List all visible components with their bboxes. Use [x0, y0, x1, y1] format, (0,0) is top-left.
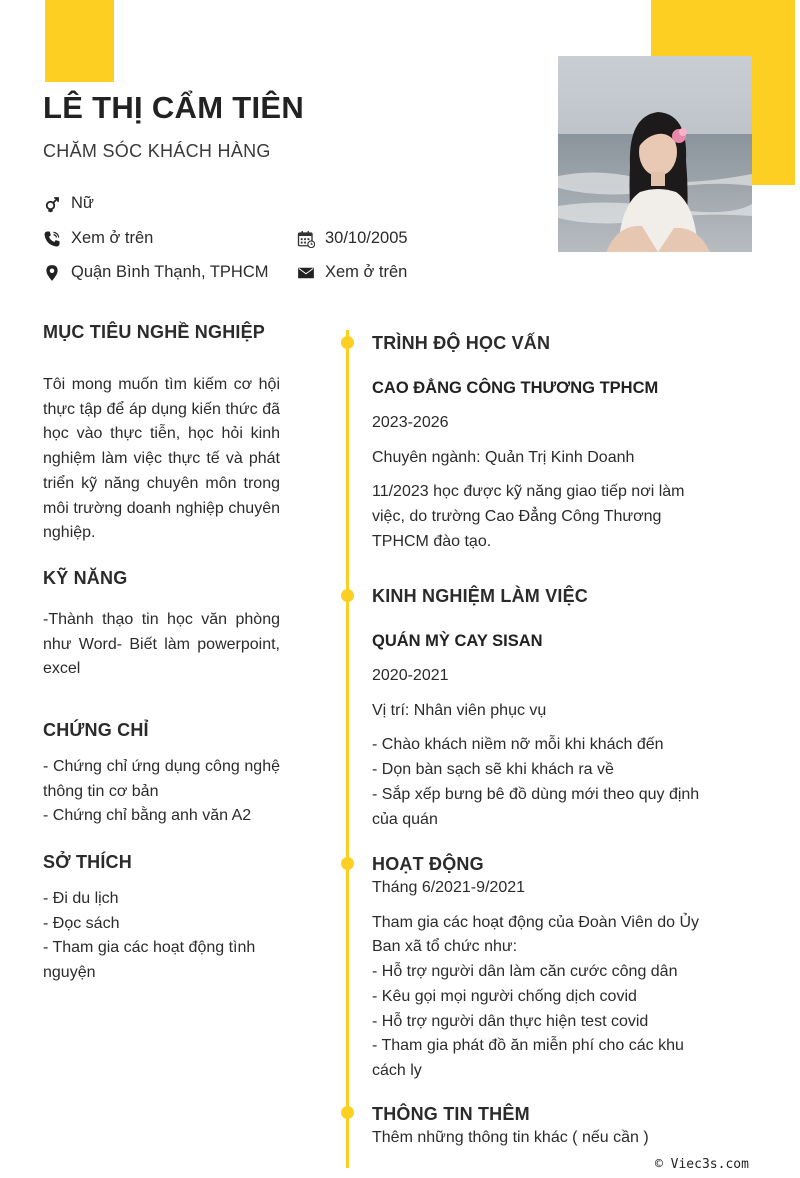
objective-text: Tôi mong muốn tìm kiếm cơ hội thực tập để áp dụng kiến thức đã học vào thực tiễn, học hỏi kinh nghiệm làm việc thực tế và phát triển kỹ năng chuyên môn trong môi trường doanh nghiệp chuyên nghiệp. — [43, 376, 280, 542]
phone-info — [43, 229, 153, 248]
section-title: HOẠT ĐỘNG — [372, 854, 484, 874]
timeline-dot — [341, 857, 354, 870]
section-title: MỤC TIÊU NGHỀ NGHIỆP — [43, 322, 266, 342]
skills-text: -Thành thạo tin học văn phòng như Word- Biết làm powerpoint, excel — [43, 611, 280, 678]
experience-years: 2020-2021 — [372, 667, 449, 684]
list-item: - Đi du lịch — [43, 890, 119, 907]
hobbies-section — [43, 852, 280, 986]
education-years: 2023-2026 — [372, 414, 449, 431]
activities-period: Tháng 6/2021-9/2021 — [372, 879, 526, 896]
candidate-name: LÊ THỊ CẨM TIÊN — [43, 90, 305, 125]
gender-icon — [43, 195, 61, 213]
education-note: 11/2023 học được kỹ năng giao tiếp nơi làm việc, do trường Cao Đẳng Công Thương TPHCM đào tạo. — [372, 483, 685, 550]
experience-section — [372, 586, 720, 832]
career-objective-section — [43, 322, 280, 546]
skills-section — [43, 568, 280, 682]
additional-text: Thêm những thông tin khác ( nếu cần ) — [372, 1129, 649, 1146]
section-title: KỸ NĂNG — [43, 568, 128, 588]
activities-section — [372, 854, 720, 1084]
experience-duties — [372, 733, 720, 832]
watermark: © Viec3s.com — [655, 1157, 749, 1172]
address-value: Quận Bình Thạnh, TPHCM — [71, 263, 269, 281]
section-title: SỞ THÍCH — [43, 852, 132, 872]
list-item: - Hỗ trợ người dân thực hiện test covid — [372, 1012, 649, 1030]
school-name: CAO ĐẲNG CÔNG THƯƠNG TPHCM — [372, 379, 659, 397]
certificates-list — [43, 755, 280, 829]
list-item: - Chào khách niềm nỡ mỗi khi khách đến — [372, 736, 664, 754]
phone-value: Xem ở trên — [71, 229, 154, 247]
section-title: THÔNG TIN THÊM — [372, 1104, 530, 1124]
phone-icon — [43, 230, 61, 248]
address-info — [43, 263, 269, 282]
list-item: - Kêu gọi mọi người chống dịch covid — [372, 987, 637, 1005]
additional-info-section — [372, 1104, 720, 1151]
timeline-dot — [341, 1106, 354, 1119]
timeline-dot — [341, 589, 354, 602]
list-item: - Tham gia các hoạt động tình nguyện — [43, 939, 256, 982]
email-info — [297, 263, 407, 282]
education-major: Chuyên ngành: Quản Trị Kinh Doanh — [372, 448, 635, 466]
list-item: - Đọc sách — [43, 914, 120, 932]
list-item: - Tham gia phát đồ ăn miễn phí cho các khu cách ly — [372, 1037, 684, 1079]
birthday-value: 30/10/2005 — [325, 229, 408, 247]
list-item: - Sắp xếp bưng bê đồ dùng mới theo quy định của quán — [372, 785, 700, 828]
certificates-section — [43, 720, 280, 829]
activities-list — [372, 960, 720, 1084]
gender-value: Nữ — [71, 194, 94, 212]
activities-intro: Tham gia các hoạt động của Đoàn Viên do Ủy Ban xã tổ chức như: — [372, 913, 700, 956]
email-value: Xem ở trên — [325, 263, 408, 281]
section-title: CHỨNG CHỈ — [43, 720, 149, 740]
list-item: - Hỗ trợ người dân làm căn cước công dân — [372, 963, 678, 981]
timeline-line — [346, 330, 349, 1168]
list-item: - Dọn bàn sạch sẽ khi khách ra về — [372, 761, 614, 779]
experience-position: Vị trí: Nhân viên phục vụ — [372, 701, 547, 719]
section-title: TRÌNH ĐỘ HỌC VẤN — [372, 333, 551, 353]
education-section — [372, 333, 720, 555]
calendar-icon — [297, 230, 315, 248]
job-title: CHĂM SÓC KHÁCH HÀNG — [43, 141, 271, 161]
envelope-icon — [297, 264, 315, 282]
hobbies-list — [43, 887, 280, 986]
decorative-accent-block-left — [45, 0, 114, 82]
location-pin-icon — [43, 264, 61, 282]
section-title: KINH NGHIỆM LÀM VIỆC — [372, 586, 589, 606]
list-item: - Chứng chỉ ứng dụng công nghệ thông tin cơ bản — [43, 758, 280, 800]
company-name: QUÁN MỲ CAY SISAN — [372, 632, 543, 650]
profile-photo — [558, 56, 752, 252]
timeline-dot — [341, 336, 354, 349]
gender-info — [43, 194, 94, 213]
birthday-info — [297, 229, 408, 248]
list-item: - Chứng chỉ bằng anh văn A2 — [43, 807, 252, 825]
